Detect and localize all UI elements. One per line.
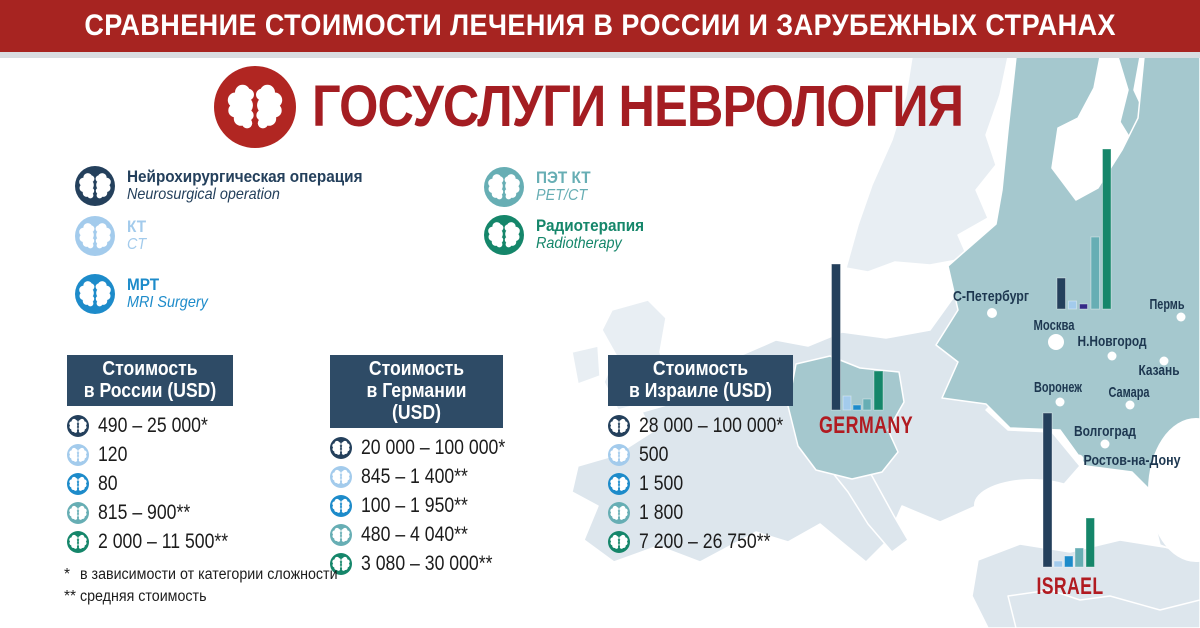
city-dot-8	[1075, 455, 1084, 464]
city-dot-3	[1108, 352, 1117, 361]
procedure-brain-icon	[330, 495, 352, 517]
city-label-1: Москва	[1033, 317, 1075, 334]
banner-title: СРАВНЕНИЕ СТОИМОСТИ ЛЕЧЕНИЯ В РОССИИ И ЗАРУБЕЖНЫХ СТРАНАХ	[84, 9, 1116, 42]
city-label-8: Ростов-на-Дону	[1083, 452, 1182, 469]
legend-text	[536, 217, 644, 253]
country-label-israel: ISRAEL	[1036, 573, 1104, 600]
cost-value: 3 080 – 30 000**	[361, 552, 493, 575]
legend-label-en: Radiotherapy	[536, 235, 622, 252]
legend-label-en: MRI Surgery	[127, 294, 208, 311]
cost-row	[330, 524, 503, 546]
city-label-2: Пермь	[1149, 296, 1185, 313]
table-header-line2: в Израиле (USD)	[629, 380, 772, 402]
cost-row	[67, 531, 233, 553]
city-label-6: Самара	[1108, 384, 1150, 401]
cost-row	[608, 473, 793, 495]
bar-israel-neurosurgery	[1043, 413, 1052, 567]
bar-germany-ct	[843, 396, 851, 410]
legend-item	[75, 166, 389, 206]
table-header-line1: Стоимость	[368, 358, 465, 380]
cost-value: 28 000 – 100 000*	[639, 414, 784, 437]
legend-brain-icon	[484, 167, 524, 207]
bar-moscow-ct	[1069, 301, 1077, 309]
table-header-line1: Стоимость	[652, 358, 749, 380]
cost-value: 1 800	[639, 501, 684, 524]
procedure-brain-icon	[67, 531, 89, 553]
legend-label-ru: КТ	[127, 217, 147, 236]
legend-item	[75, 216, 389, 256]
table-header-line2: в России (USD)	[83, 380, 217, 402]
legend-label-ru: Радиотерапия	[536, 216, 645, 235]
country-label-germany: GERMANY	[819, 412, 913, 439]
city-label-4: Казань	[1138, 362, 1180, 379]
cost-value: 845 – 1 400**	[361, 465, 468, 488]
city-dot-0	[987, 308, 997, 318]
cost-value: 480 – 4 040**	[361, 523, 468, 546]
procedure-brain-icon	[67, 502, 89, 524]
table-rows	[330, 436, 506, 575]
footnote-1	[64, 564, 360, 586]
table-header	[608, 355, 793, 406]
procedure-brain-icon	[330, 466, 352, 488]
map-ireland	[572, 346, 600, 384]
procedure-brain-icon	[330, 437, 352, 459]
cost-value: 490 – 25 000*	[98, 414, 208, 437]
city-label-0: С-Петербург	[953, 288, 1029, 305]
cost-row	[67, 502, 233, 524]
page-title: ГОСУСЛУГИ НЕВРОЛОГИЯ	[312, 74, 964, 139]
table-header	[67, 355, 233, 406]
bar-israel-pet-ct	[1075, 548, 1084, 567]
bar-moscow-pet-ct	[1091, 237, 1100, 309]
cost-value: 100 – 1 950**	[361, 494, 468, 517]
legend-label-ru: ПЭТ КТ	[536, 168, 591, 187]
bar-israel-mri	[1065, 556, 1074, 567]
top-banner	[0, 0, 1200, 58]
city-dot-5	[1056, 398, 1065, 407]
legend-label-ru: МРТ	[127, 275, 160, 294]
cost-value: 2 000 – 11 500**	[98, 530, 229, 553]
footnote-text: в зависимости от категории сложности	[80, 566, 338, 583]
cost-row	[67, 444, 233, 466]
legend-brain-icon	[75, 216, 115, 256]
bar-germany-neurosurgery	[832, 264, 841, 410]
city-dot-2	[1177, 313, 1186, 322]
procedure-brain-icon	[608, 473, 630, 495]
procedure-brain-icon	[608, 444, 630, 466]
procedure-brain-icon	[330, 524, 352, 546]
procedure-brain-icon	[67, 473, 89, 495]
cost-row	[330, 495, 503, 517]
brain-logo-icon	[214, 66, 296, 148]
bar-moscow-mri	[1080, 304, 1088, 309]
legend-label-en: PET/CT	[536, 187, 588, 204]
bar-moscow-radiotherapy	[1103, 149, 1112, 309]
procedure-brain-icon	[67, 444, 89, 466]
cost-row	[608, 502, 793, 524]
legend-label-en: CT	[127, 236, 147, 253]
cost-row	[608, 415, 793, 437]
procedure-brain-icon	[608, 502, 630, 524]
city-dot-7	[1101, 440, 1110, 449]
cost-table-russia	[67, 355, 233, 560]
city-label-5: Воронеж	[1034, 379, 1083, 396]
cost-row	[608, 444, 793, 466]
city-dot-6	[1126, 401, 1135, 410]
table-rows	[67, 415, 233, 553]
bar-moscow-neurosurgery	[1057, 278, 1066, 309]
bar-germany-radiotherapy	[874, 371, 883, 410]
cost-value: 80	[98, 472, 118, 495]
table-header-line1: Стоимость	[102, 358, 198, 380]
table-header-line2: в Германии (USD)	[366, 380, 467, 424]
cost-row	[330, 436, 506, 459]
legend-column-2	[484, 167, 656, 255]
footnote-2	[64, 586, 360, 608]
cost-row	[330, 466, 503, 488]
title-row	[214, 66, 1060, 148]
cost-value: 7 200 – 26 750**	[639, 530, 771, 553]
legend-column-1	[75, 166, 389, 314]
cost-value: 500	[639, 443, 669, 466]
cost-table-germany	[330, 355, 506, 582]
cost-table-israel	[608, 355, 793, 560]
legend-label-ru: Нейрохирургическая операция	[127, 167, 363, 186]
bar-germany-pet-ct	[863, 399, 871, 410]
legend-item	[75, 274, 389, 314]
cost-value: 815 – 900**	[98, 501, 191, 524]
city-label-3: Н.Новгород	[1077, 333, 1147, 350]
map-black-sea	[974, 479, 1090, 531]
legend-brain-icon	[75, 166, 115, 206]
table-rows	[608, 415, 793, 553]
footnote-star: *	[64, 566, 71, 583]
cost-row	[608, 531, 793, 553]
cost-row	[67, 415, 233, 437]
legend-text	[536, 169, 591, 205]
cost-row	[67, 473, 233, 495]
bar-germany-mri	[853, 405, 861, 410]
legend-item	[484, 215, 656, 255]
bar-israel-ct	[1054, 561, 1063, 567]
legend-text	[127, 218, 146, 254]
legend-brain-icon	[75, 274, 115, 314]
procedure-brain-icon	[608, 531, 630, 553]
city-dot-1	[1048, 334, 1064, 350]
legend-brain-icon	[484, 215, 524, 255]
cost-value: 1 500	[639, 472, 684, 495]
procedure-brain-icon	[67, 415, 89, 437]
footnote-text: средняя стоимость	[80, 588, 207, 605]
legend-text	[127, 168, 363, 204]
procedure-brain-icon	[608, 415, 630, 437]
cost-value: 20 000 – 100 000*	[361, 436, 506, 459]
footnote-star: **	[64, 588, 77, 605]
city-label-7: Волгоград	[1074, 423, 1137, 440]
legend-label-en: Neurosurgical operation	[127, 186, 280, 203]
legend-text	[127, 276, 208, 312]
footnotes	[64, 564, 360, 608]
bar-israel-radiotherapy	[1086, 518, 1095, 567]
table-header	[330, 355, 503, 428]
cost-value: 120	[98, 443, 128, 466]
legend-item	[484, 167, 656, 207]
